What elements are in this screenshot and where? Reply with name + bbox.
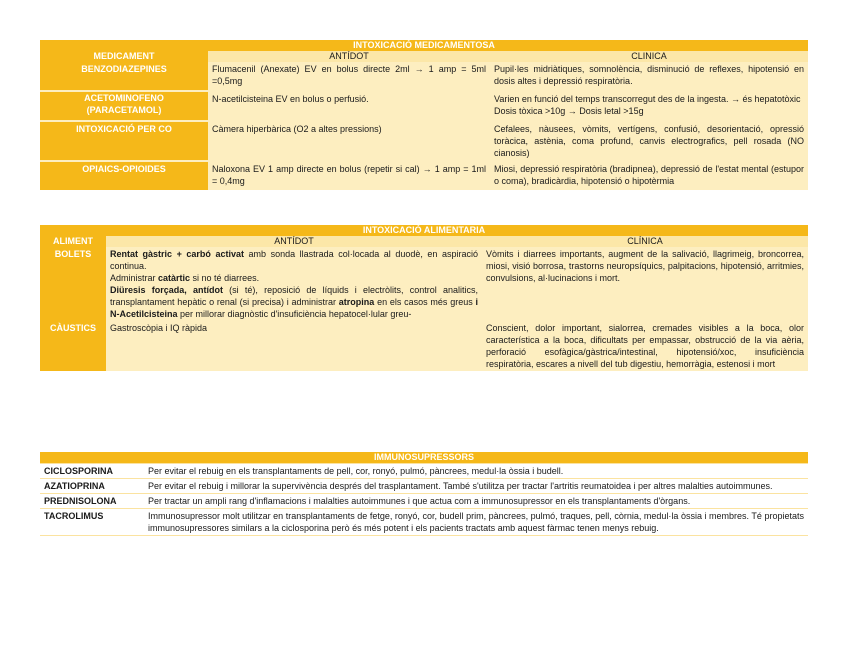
clinica-cell: Conscient, dolor important, sialorrea, cremades visibles a la boca, olor característica a la boca, dificultats per empassar, obstrucció de la via aèria, perforació esofàgica/gàstrica/intestinal, hipotensió/xoc, insuficiència respiratòria, escares a nivell del tub digestiu, hemorràgia, estenosi i mort xyxy=(482,321,808,371)
drug-name: CICLOSPORINA xyxy=(40,464,144,479)
row-label: CÀUSTICS xyxy=(40,321,106,371)
table-row xyxy=(40,509,808,536)
row-label: INTOXICACIÓ PER CO xyxy=(40,122,208,160)
table-row xyxy=(40,321,808,371)
column-header-antidot: ANTÍDOT xyxy=(106,236,482,247)
food-intoxication-title: INTOXICACIÓ ALIMENTARIA xyxy=(40,225,808,236)
bold-text: Diüresis forçada, antídot xyxy=(110,285,223,295)
table-row xyxy=(40,92,808,120)
table-row xyxy=(40,479,808,494)
immunosuppressants-title: IMMUNOSUPRESSORS xyxy=(40,452,808,464)
drug-description: Per tractar un ampli rang d'inflamacions i malalties autoimmunes i que actua com a immunosupressor en els transplantaments d'òrgans. xyxy=(144,494,808,509)
bold-text: i N-Acetilcisteina xyxy=(110,297,478,319)
food-intoxication-table xyxy=(40,225,808,371)
clinica-cell: Cefalees, nàusees, vòmits, vertígens, confusió, desorientació, opressió toràcica, astènia, coma profund, canvis electrografics, pell rosada (NO cianosis) xyxy=(490,122,808,160)
drug-description: Per evitar el rebuig i millorar la supervivència després del trasplantament. També s'utilitza per tractar l'artritis reumatoidea i per altres malalties autoimmunes. xyxy=(144,479,808,494)
table-row xyxy=(40,162,808,190)
row-label: ACETOMINOFENO (PARACETAMOL) xyxy=(40,92,208,120)
drug-intoxication-table xyxy=(40,40,808,190)
row-label: OPIAICS-OPIOIDES xyxy=(40,162,208,190)
drug-intoxication-title: INTOXICACIÓ MEDICAMENTOSA xyxy=(40,40,808,51)
antidot-cell: N-acetilcisteina EV en bolus o perfusió. xyxy=(208,92,490,120)
drug-name: TACROLIMUS xyxy=(40,509,144,536)
drug-name: AZATIOPRINA xyxy=(40,479,144,494)
antidot-cell: Rentat gàstric + carbó activat amb sonda llastrada col·locada al duodè, en aspiració continua. Administrar catàrtic si no té diarrees. Diüresis forçada, antídot (si té), reposició de líquids i electròlits, control analitics, transplantament hepàtic o renal (si precisa) i administrar atropina en els casos més greus i N-Acetilcisteina per millorar diagnòstic d'insuficiència hepatocel·lular greu- xyxy=(106,247,482,321)
table-row xyxy=(40,62,808,90)
column-header-medicament: MEDICAMENT xyxy=(40,51,208,62)
clinica-cell: Vòmits i diarrees importants, augment de la salivació, llagrimeig, broncorrea, miosi, visió borrosa, trastorns neuropsíquics, palpitacions, hipotensió, arritmies, convulsions, al·lucinacions i mort. xyxy=(482,247,808,321)
drug-name: PREDNISOLONA xyxy=(40,494,144,509)
immunosuppressants-table xyxy=(40,452,808,536)
column-header-aliment: ALIMENT xyxy=(40,236,106,247)
bold-text: Rentat gàstric + carbó activat xyxy=(110,249,244,259)
row-label: BENZODIAZEPINES xyxy=(40,62,208,90)
table-row xyxy=(40,247,808,321)
table-row xyxy=(40,122,808,160)
antidot-cell: Càmera hiperbàrica (O2 a altes pressions) xyxy=(208,122,490,160)
drug-description: Immunosupressor molt utilitzar en transplantaments de fetge, ronyó, cor, budell prim, pàncrees, pulmó, traques, pell, còrnia, medul·la òssia i membres. Té propietats immunosupressores similars a la ciclosporina però és més potent i els pacients tractats amb aquest fàrmac tenen menys rebuig. xyxy=(144,509,808,536)
table-row xyxy=(40,464,808,479)
drug-description: Per evitar el rebuig en els transplantaments de pell, cor, ronyó, pulmó, pàncrees, medul·la òssia i budell. xyxy=(144,464,808,479)
column-header-clinica: CLINICA xyxy=(490,51,808,62)
bold-text: atropina xyxy=(338,297,375,307)
table-row xyxy=(40,494,808,509)
antidot-cell: Flumacenil (Anexate) EV en bolus directe 2ml → 1 amp = 5ml =0,5mg xyxy=(208,62,490,90)
row-label: BOLETS xyxy=(40,247,106,321)
antidot-cell: Gastroscòpia i IQ ràpida xyxy=(106,321,482,371)
clinica-cell: Miosi, depressió respiratòria (bradipnea), depressió de l'estat mental (estupor o coma), bradicàrdia, hipotensió o hipotèrmia xyxy=(490,162,808,190)
antidot-cell: Naloxona EV 1 amp directe en bolus (repetir si cal) → 1 amp = 1ml = 0,4mg xyxy=(208,162,490,190)
clinica-cell: Varien en funció del temps transcorregut des de la ingesta. → és hepatotòxic Dosis tòxica >10g → Dosis letal >15g xyxy=(490,92,808,120)
column-header-antidot: ANTÍDOT xyxy=(208,51,490,62)
clinica-cell: Pupil·les midriàtiques, somnolència, disminució de reflexes, hipotensió en dosis altes i depressió respiratòria. xyxy=(490,62,808,90)
column-header-clinica: CLÍNICA xyxy=(482,236,808,247)
bold-text: catàrtic xyxy=(158,273,191,283)
